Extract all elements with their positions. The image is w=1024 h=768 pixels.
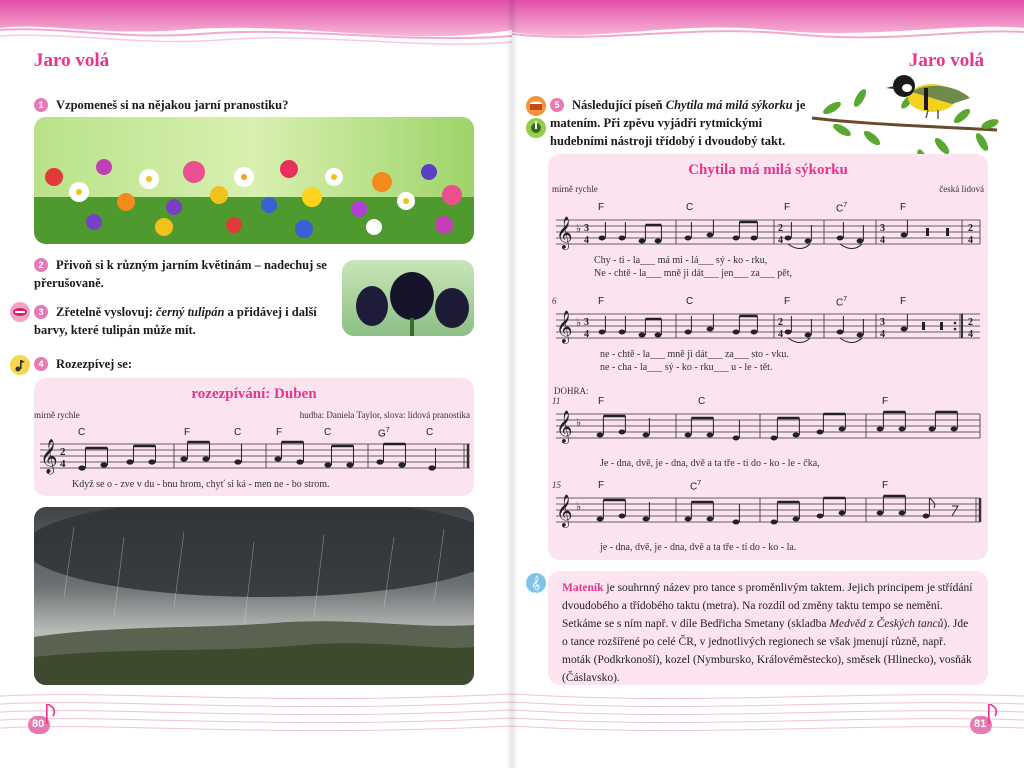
svg-text:4: 4 (584, 235, 589, 246)
song-title: Chytila má milá sýkorku (688, 162, 848, 178)
svg-text:3: 3 (880, 223, 885, 234)
task-text-a: Následující píseň (572, 98, 666, 112)
lyrics-line: Ne - chtě - la___ mně ji dát___ jen___ za___ pět, (594, 268, 792, 279)
svg-text:3: 3 (584, 223, 589, 234)
lyrics-line: ne - cha - la___ sý - ko - rku___ u - le - tět. (600, 362, 773, 373)
chord-label: F (784, 296, 791, 307)
right-page (512, 0, 1024, 768)
svg-text:4: 4 (60, 458, 66, 470)
info-text-a: je souhrnný název pro tance s proměnlivým taktem. Jejich principem je střídání dvoudobého a třídobého taktu (metra). Na rozdíl od změny taktu tempo se nemění. Setkáme se s ním např. v díle Bedřicha Smetany (skladba (562, 582, 973, 630)
chord-label: F (598, 296, 605, 307)
info-emphasis: Českých tanců (876, 618, 944, 630)
chord-label: C (324, 427, 332, 438)
svg-text:3: 3 (880, 317, 885, 328)
info-emphasis: Medvěd (829, 618, 866, 630)
task-5 (550, 96, 820, 150)
music-staff (548, 408, 988, 448)
bottom-wave-decoration (0, 678, 512, 768)
music-staff (34, 436, 474, 480)
chord-root: G (378, 428, 386, 440)
chord-label: C (698, 396, 706, 407)
svg-text:♭: ♭ (576, 417, 582, 429)
svg-text:4: 4 (778, 235, 783, 246)
measure-number: 6 (552, 296, 557, 306)
task-number: 5 (550, 98, 564, 112)
chord-seventh: 7 (385, 427, 390, 434)
svg-text:𝄞: 𝄞 (556, 494, 573, 527)
song-credits: hudba: Daniela Taylor, slova: lidová pranostika (299, 410, 470, 420)
music-staff (548, 492, 988, 532)
svg-text:♭: ♭ (576, 223, 582, 235)
svg-text:4: 4 (778, 329, 783, 340)
music-staff (548, 214, 988, 254)
chord-label: C (686, 296, 694, 307)
info-box-matenik (548, 571, 988, 685)
task-number: 2 (34, 258, 48, 272)
info-text-c: ). Jde o tance rozšířené po celé ČR, v jednotlivých regionech se však jmenují různě, např. moták (Podkrkonoší), kozel (Nymbursko, Královéměstecko), směsek (Hlinecko), vosňák (Čáslavsko). (562, 618, 972, 684)
svg-text:2: 2 (778, 223, 783, 234)
page-title: Jaro volá (34, 50, 110, 71)
svg-text:2: 2 (60, 446, 66, 458)
chord-label: F (784, 202, 791, 213)
lyrics-line: Když se o - zve v du - bnu hrom, chyť si ká - men ne - bo strom. (72, 479, 330, 490)
task-number: 1 (34, 98, 48, 112)
chord-label: F (276, 427, 283, 438)
chord-label: F (598, 480, 605, 491)
bottom-wave-decoration (512, 678, 1024, 768)
page-title: Jaro volá (908, 50, 984, 71)
task-text: Přivoň si k různým jarním květinám – nadechuj se přerušovaně. (34, 258, 327, 290)
measure-number: 11 (552, 396, 561, 406)
svg-text:𝄞: 𝄞 (556, 310, 573, 343)
svg-text:4: 4 (968, 329, 973, 340)
svg-text:𝄞: 𝄞 (531, 575, 541, 593)
music-note-icon (986, 704, 1000, 730)
svg-text:4: 4 (880, 329, 885, 340)
song-origin: česká lidová (939, 184, 984, 194)
task-4 (34, 355, 339, 373)
tempo-marking: mírně rychle (552, 184, 598, 194)
svg-text:2: 2 (968, 223, 973, 234)
chord-seventh: 7 (697, 480, 702, 487)
task-number: 3 (34, 305, 48, 319)
task-1 (34, 96, 474, 114)
treble-clef-icon (526, 573, 546, 593)
svg-text:4: 4 (880, 235, 885, 246)
page-number: 81 (974, 718, 987, 730)
lyrics-line: ne - chtě - la___ mně ji dát___ za___ sto - vku. (600, 349, 789, 360)
task-text: Vzpomeneš si na nějakou jarní pranostiku? (56, 98, 289, 112)
task-text-emphasis: Chytila má milá sýkorku (665, 98, 793, 112)
music-note-icon (10, 355, 30, 375)
measure-number: 15 (552, 480, 561, 490)
mouth-icon (10, 302, 30, 322)
chord-root: C (836, 297, 844, 309)
chord-label: F (598, 396, 605, 407)
info-term: Mateník (562, 582, 604, 594)
chord-label: C (78, 427, 86, 438)
dohra-label: DOHRA: (554, 386, 589, 396)
page-number: 80 (32, 718, 45, 730)
chord-label: C (426, 427, 434, 438)
music-note-icon (44, 704, 58, 730)
svg-text:♭: ♭ (576, 317, 582, 329)
chord-label: F (900, 296, 907, 307)
storm-landscape-photo (34, 507, 474, 685)
lyrics-line: Je - dna, dvě, je - dna, dvě a ta tře - tí do - ko - le - čka, (600, 458, 820, 469)
task-text-a: Zřetelně vyslovuj: (56, 305, 156, 319)
task-text-b: je matením. Při zpěvu vyjádři rytmickými hudebními nástroji třídobý i dvoudobý takt. (550, 98, 806, 148)
task-number: 4 (34, 357, 48, 371)
chord-seventh: 7 (843, 296, 848, 303)
chord-label: C (234, 427, 242, 438)
chord-label: F (882, 480, 889, 491)
svg-text:♭: ♭ (576, 501, 582, 513)
song-box-duben (34, 378, 474, 496)
svg-text:2: 2 (778, 317, 783, 328)
chord-label (690, 480, 701, 492)
svg-text:4: 4 (584, 329, 589, 340)
tempo-marking: mírně rychle (34, 410, 80, 420)
task-2 (34, 256, 339, 292)
lyrics-line: je - dna, dvě, je - dna, dvě a ta tře - tí do - ko - la. (600, 542, 797, 553)
chord-label: F (184, 427, 191, 438)
song-title: rozezpívání: Duben (191, 386, 317, 402)
spring-flowers-photo (34, 117, 474, 244)
info-text-b: z (865, 618, 877, 630)
svg-text:4: 4 (968, 235, 973, 246)
chord-seventh: 7 (843, 202, 848, 209)
task-3 (34, 303, 339, 339)
svg-text:2: 2 (968, 317, 973, 328)
chord-root: C (836, 203, 844, 215)
chord-label: F (900, 202, 907, 213)
drum-icon (526, 96, 546, 116)
chord-label (836, 296, 847, 308)
svg-text:𝄞: 𝄞 (40, 439, 58, 474)
lyrics-line: Chy - ti - la___ má mi - lá___ sý - ko - rku, (594, 255, 768, 266)
black-tulip-photo (342, 260, 474, 336)
svg-text:𝄞: 𝄞 (556, 216, 573, 249)
book-gutter (506, 0, 518, 768)
chord-label: F (882, 396, 889, 407)
chord-label: C (686, 202, 694, 213)
chord-label (836, 202, 847, 214)
chord-root: C (690, 481, 698, 493)
svg-text:3: 3 (584, 317, 589, 328)
task-text-emphasis: černý tulipán (155, 305, 225, 319)
svg-text:𝄞: 𝄞 (556, 410, 573, 443)
song-box-chytila (548, 154, 988, 560)
task-text: Rozezpívej se: (56, 357, 133, 371)
music-staff (548, 308, 988, 348)
music-instrument-icon (526, 118, 546, 138)
task-text-b: a přidávej i další barvy, které tulipán může mít. (34, 305, 317, 337)
chord-label: F (598, 202, 605, 213)
